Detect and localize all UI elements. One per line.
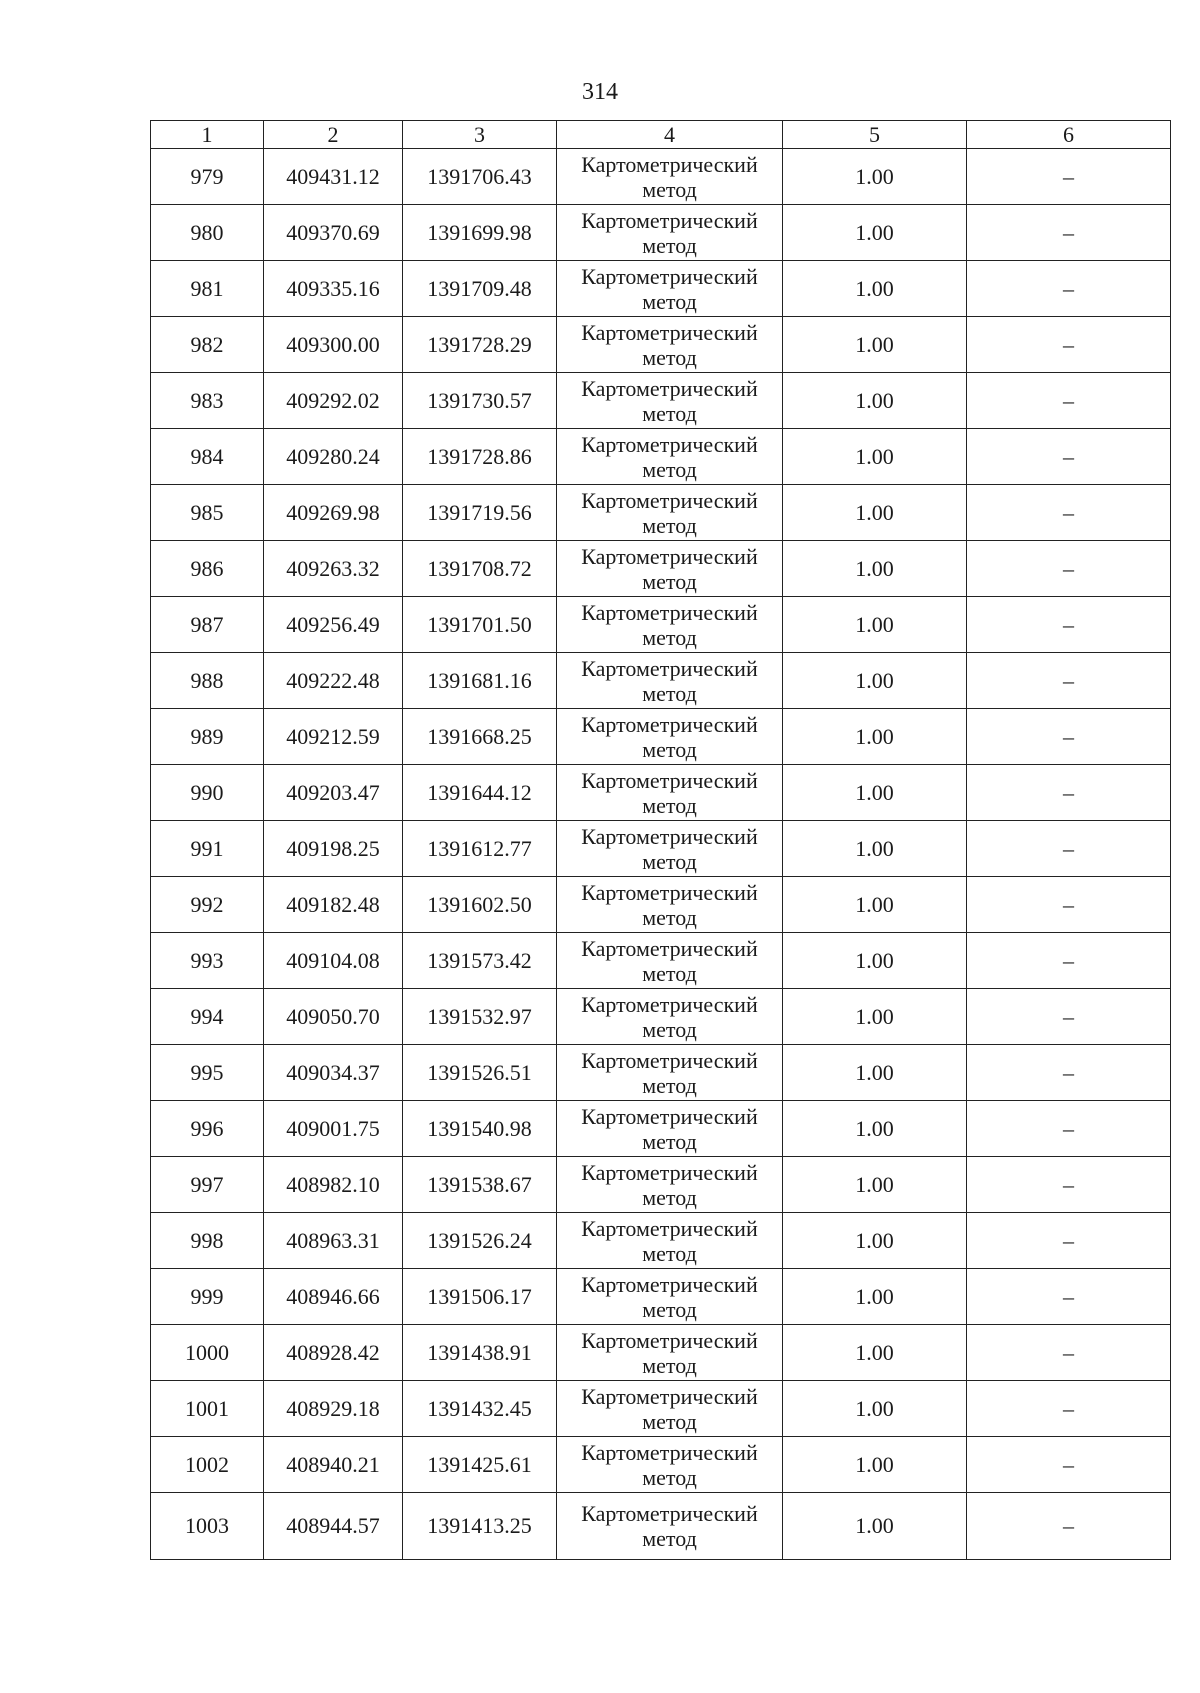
method-cell <box>557 149 783 205</box>
accuracy-cell: 1.00 <box>783 821 967 877</box>
point-number-cell: 983 <box>151 373 264 429</box>
note-cell: – <box>967 1269 1171 1325</box>
method-text: Картометрический метод <box>581 935 758 986</box>
note-cell: – <box>967 1045 1171 1101</box>
table-row <box>151 261 1171 317</box>
x-coordinate-cell: 409370.69 <box>264 205 403 261</box>
method-text: Картометрический метод <box>581 207 758 258</box>
point-number-cell: 997 <box>151 1157 264 1213</box>
method-cell <box>557 877 783 933</box>
y-coordinate-cell: 1391728.86 <box>403 429 557 485</box>
x-coordinate-cell: 409280.24 <box>264 429 403 485</box>
method-text: Картометрический метод <box>581 767 758 818</box>
note-cell: – <box>967 149 1171 205</box>
point-number-cell: 979 <box>151 149 264 205</box>
x-coordinate-cell: 409182.48 <box>264 877 403 933</box>
method-cell <box>557 205 783 261</box>
table-row <box>151 1269 1171 1325</box>
table-row <box>151 317 1171 373</box>
method-text: Картометрический метод <box>581 151 758 202</box>
x-coordinate-cell: 409222.48 <box>264 653 403 709</box>
method-text: Картометрический метод <box>581 1215 758 1266</box>
accuracy-cell: 1.00 <box>783 149 967 205</box>
note-cell: – <box>967 933 1171 989</box>
point-number-cell: 991 <box>151 821 264 877</box>
table-row <box>151 1493 1171 1560</box>
method-cell <box>557 317 783 373</box>
table-row <box>151 1045 1171 1101</box>
x-coordinate-cell: 409292.02 <box>264 373 403 429</box>
x-coordinate-cell: 409050.70 <box>264 989 403 1045</box>
x-coordinate-cell: 408928.42 <box>264 1325 403 1381</box>
accuracy-cell: 1.00 <box>783 933 967 989</box>
table-row <box>151 709 1171 765</box>
table-row <box>151 1437 1171 1493</box>
y-coordinate-cell: 1391668.25 <box>403 709 557 765</box>
method-text: Картометрический метод <box>581 1271 758 1322</box>
accuracy-cell: 1.00 <box>783 1493 967 1560</box>
method-cell <box>557 597 783 653</box>
point-number-cell: 1003 <box>151 1493 264 1560</box>
y-coordinate-cell: 1391709.48 <box>403 261 557 317</box>
method-cell <box>557 261 783 317</box>
note-cell: – <box>967 989 1171 1045</box>
y-coordinate-cell: 1391644.12 <box>403 765 557 821</box>
table-header-row <box>151 121 1171 149</box>
method-cell <box>557 541 783 597</box>
x-coordinate-cell: 409034.37 <box>264 1045 403 1101</box>
method-cell <box>557 933 783 989</box>
method-cell <box>557 429 783 485</box>
accuracy-cell: 1.00 <box>783 1101 967 1157</box>
accuracy-cell: 1.00 <box>783 373 967 429</box>
x-coordinate-cell: 408946.66 <box>264 1269 403 1325</box>
method-cell <box>557 1381 783 1437</box>
method-text: Картометрический метод <box>581 1383 758 1434</box>
table-row <box>151 149 1171 205</box>
x-coordinate-cell: 408963.31 <box>264 1213 403 1269</box>
method-text: Картометрический метод <box>581 263 758 314</box>
point-number-cell: 996 <box>151 1101 264 1157</box>
y-coordinate-cell: 1391526.51 <box>403 1045 557 1101</box>
point-number-cell: 995 <box>151 1045 264 1101</box>
note-cell: – <box>967 1157 1171 1213</box>
method-text: Картометрический метод <box>581 1103 758 1154</box>
note-cell: – <box>967 429 1171 485</box>
y-coordinate-cell: 1391432.45 <box>403 1381 557 1437</box>
point-number-cell: 982 <box>151 317 264 373</box>
note-cell: – <box>967 485 1171 541</box>
point-number-cell: 990 <box>151 765 264 821</box>
table-row <box>151 1157 1171 1213</box>
accuracy-cell: 1.00 <box>783 261 967 317</box>
table-row <box>151 597 1171 653</box>
y-coordinate-cell: 1391540.98 <box>403 1101 557 1157</box>
point-number-cell: 993 <box>151 933 264 989</box>
note-cell: – <box>967 1381 1171 1437</box>
y-coordinate-cell: 1391701.50 <box>403 597 557 653</box>
method-cell <box>557 1157 783 1213</box>
accuracy-cell: 1.00 <box>783 989 967 1045</box>
y-coordinate-cell: 1391438.91 <box>403 1325 557 1381</box>
point-number-cell: 1002 <box>151 1437 264 1493</box>
x-coordinate-cell: 409256.49 <box>264 597 403 653</box>
note-cell: – <box>967 653 1171 709</box>
table-row <box>151 821 1171 877</box>
method-text: Картометрический метод <box>581 1159 758 1210</box>
method-cell <box>557 1213 783 1269</box>
accuracy-cell: 1.00 <box>783 317 967 373</box>
y-coordinate-cell: 1391526.24 <box>403 1213 557 1269</box>
point-number-cell: 985 <box>151 485 264 541</box>
x-coordinate-cell: 409300.00 <box>264 317 403 373</box>
method-cell <box>557 1269 783 1325</box>
note-cell: – <box>967 765 1171 821</box>
x-coordinate-cell: 409431.12 <box>264 149 403 205</box>
table-row <box>151 1325 1171 1381</box>
point-number-cell: 987 <box>151 597 264 653</box>
accuracy-cell: 1.00 <box>783 1269 967 1325</box>
note-cell: – <box>967 317 1171 373</box>
point-number-cell: 989 <box>151 709 264 765</box>
accuracy-cell: 1.00 <box>783 1437 967 1493</box>
y-coordinate-cell: 1391602.50 <box>403 877 557 933</box>
note-cell: – <box>967 821 1171 877</box>
table-row <box>151 205 1171 261</box>
method-text: Картометрический метод <box>581 991 758 1042</box>
y-coordinate-cell: 1391612.77 <box>403 821 557 877</box>
x-coordinate-cell: 409203.47 <box>264 765 403 821</box>
point-number-cell: 992 <box>151 877 264 933</box>
method-cell <box>557 653 783 709</box>
accuracy-cell: 1.00 <box>783 485 967 541</box>
x-coordinate-cell: 409001.75 <box>264 1101 403 1157</box>
page-number: 314 <box>582 79 618 105</box>
method-cell <box>557 1101 783 1157</box>
point-number-cell: 986 <box>151 541 264 597</box>
method-text: Картометрический метод <box>581 711 758 762</box>
method-text: Картометрический метод <box>581 1327 758 1378</box>
y-coordinate-cell: 1391708.72 <box>403 541 557 597</box>
accuracy-cell: 1.00 <box>783 653 967 709</box>
method-cell <box>557 821 783 877</box>
table-body <box>151 149 1171 1560</box>
table-row <box>151 933 1171 989</box>
method-text: Картометрический метод <box>581 655 758 706</box>
note-cell: – <box>967 541 1171 597</box>
y-coordinate-cell: 1391730.57 <box>403 373 557 429</box>
method-text: Картометрический метод <box>581 879 758 930</box>
accuracy-cell: 1.00 <box>783 765 967 821</box>
y-coordinate-cell: 1391538.67 <box>403 1157 557 1213</box>
note-cell: – <box>967 205 1171 261</box>
table-row <box>151 1213 1171 1269</box>
table-row <box>151 877 1171 933</box>
note-cell: – <box>967 1493 1171 1560</box>
accuracy-cell: 1.00 <box>783 1157 967 1213</box>
method-cell <box>557 373 783 429</box>
column-header: 3 <box>403 121 557 149</box>
note-cell: – <box>967 597 1171 653</box>
y-coordinate-cell: 1391719.56 <box>403 485 557 541</box>
point-number-cell: 981 <box>151 261 264 317</box>
method-cell <box>557 709 783 765</box>
note-cell: – <box>967 1101 1171 1157</box>
accuracy-cell: 1.00 <box>783 429 967 485</box>
method-text: Картометрический метод <box>581 487 758 538</box>
y-coordinate-cell: 1391532.97 <box>403 989 557 1045</box>
column-header: 2 <box>264 121 403 149</box>
point-number-cell: 1000 <box>151 1325 264 1381</box>
x-coordinate-cell: 409198.25 <box>264 821 403 877</box>
accuracy-cell: 1.00 <box>783 1213 967 1269</box>
method-cell <box>557 765 783 821</box>
method-text: Картометрический метод <box>581 823 758 874</box>
method-cell <box>557 1437 783 1493</box>
note-cell: – <box>967 709 1171 765</box>
accuracy-cell: 1.00 <box>783 1325 967 1381</box>
method-cell <box>557 1493 783 1560</box>
table-row <box>151 1101 1171 1157</box>
table-row <box>151 541 1171 597</box>
table-row <box>151 1381 1171 1437</box>
point-number-cell: 999 <box>151 1269 264 1325</box>
table-row <box>151 429 1171 485</box>
method-text: Картометрический метод <box>581 1501 758 1551</box>
x-coordinate-cell: 409335.16 <box>264 261 403 317</box>
column-header: 1 <box>151 121 264 149</box>
column-header: 4 <box>557 121 783 149</box>
table-row <box>151 373 1171 429</box>
x-coordinate-cell: 409212.59 <box>264 709 403 765</box>
point-number-cell: 998 <box>151 1213 264 1269</box>
method-cell <box>557 1325 783 1381</box>
point-number-cell: 1001 <box>151 1381 264 1437</box>
column-header: 5 <box>783 121 967 149</box>
accuracy-cell: 1.00 <box>783 1045 967 1101</box>
point-number-cell: 988 <box>151 653 264 709</box>
y-coordinate-cell: 1391573.42 <box>403 933 557 989</box>
point-number-cell: 994 <box>151 989 264 1045</box>
method-text: Картометрический метод <box>581 599 758 650</box>
accuracy-cell: 1.00 <box>783 709 967 765</box>
x-coordinate-cell: 408940.21 <box>264 1437 403 1493</box>
method-cell <box>557 485 783 541</box>
coordinates-table <box>150 120 1171 1560</box>
table-row <box>151 485 1171 541</box>
method-cell <box>557 989 783 1045</box>
note-cell: – <box>967 1213 1171 1269</box>
x-coordinate-cell: 409263.32 <box>264 541 403 597</box>
table-row <box>151 653 1171 709</box>
note-cell: – <box>967 877 1171 933</box>
y-coordinate-cell: 1391506.17 <box>403 1269 557 1325</box>
y-coordinate-cell: 1391699.98 <box>403 205 557 261</box>
x-coordinate-cell: 408944.57 <box>264 1493 403 1560</box>
accuracy-cell: 1.00 <box>783 877 967 933</box>
accuracy-cell: 1.00 <box>783 1381 967 1437</box>
column-header: 6 <box>967 121 1171 149</box>
note-cell: – <box>967 1437 1171 1493</box>
x-coordinate-cell: 408982.10 <box>264 1157 403 1213</box>
x-coordinate-cell: 408929.18 <box>264 1381 403 1437</box>
method-text: Картометрический метод <box>581 431 758 482</box>
y-coordinate-cell: 1391706.43 <box>403 149 557 205</box>
x-coordinate-cell: 409104.08 <box>264 933 403 989</box>
note-cell: – <box>967 261 1171 317</box>
y-coordinate-cell: 1391681.16 <box>403 653 557 709</box>
y-coordinate-cell: 1391728.29 <box>403 317 557 373</box>
accuracy-cell: 1.00 <box>783 541 967 597</box>
x-coordinate-cell: 409269.98 <box>264 485 403 541</box>
accuracy-cell: 1.00 <box>783 205 967 261</box>
y-coordinate-cell: 1391413.25 <box>403 1493 557 1560</box>
method-cell <box>557 1045 783 1101</box>
accuracy-cell: 1.00 <box>783 597 967 653</box>
method-text: Картометрический метод <box>581 375 758 426</box>
table-row <box>151 765 1171 821</box>
method-text: Картометрический метод <box>581 543 758 594</box>
table-row <box>151 989 1171 1045</box>
note-cell: – <box>967 1325 1171 1381</box>
point-number-cell: 980 <box>151 205 264 261</box>
point-number-cell: 984 <box>151 429 264 485</box>
method-text: Картометрический метод <box>581 1047 758 1098</box>
method-text: Картометрический метод <box>581 1439 758 1490</box>
y-coordinate-cell: 1391425.61 <box>403 1437 557 1493</box>
method-text: Картометрический метод <box>581 319 758 370</box>
note-cell: – <box>967 373 1171 429</box>
